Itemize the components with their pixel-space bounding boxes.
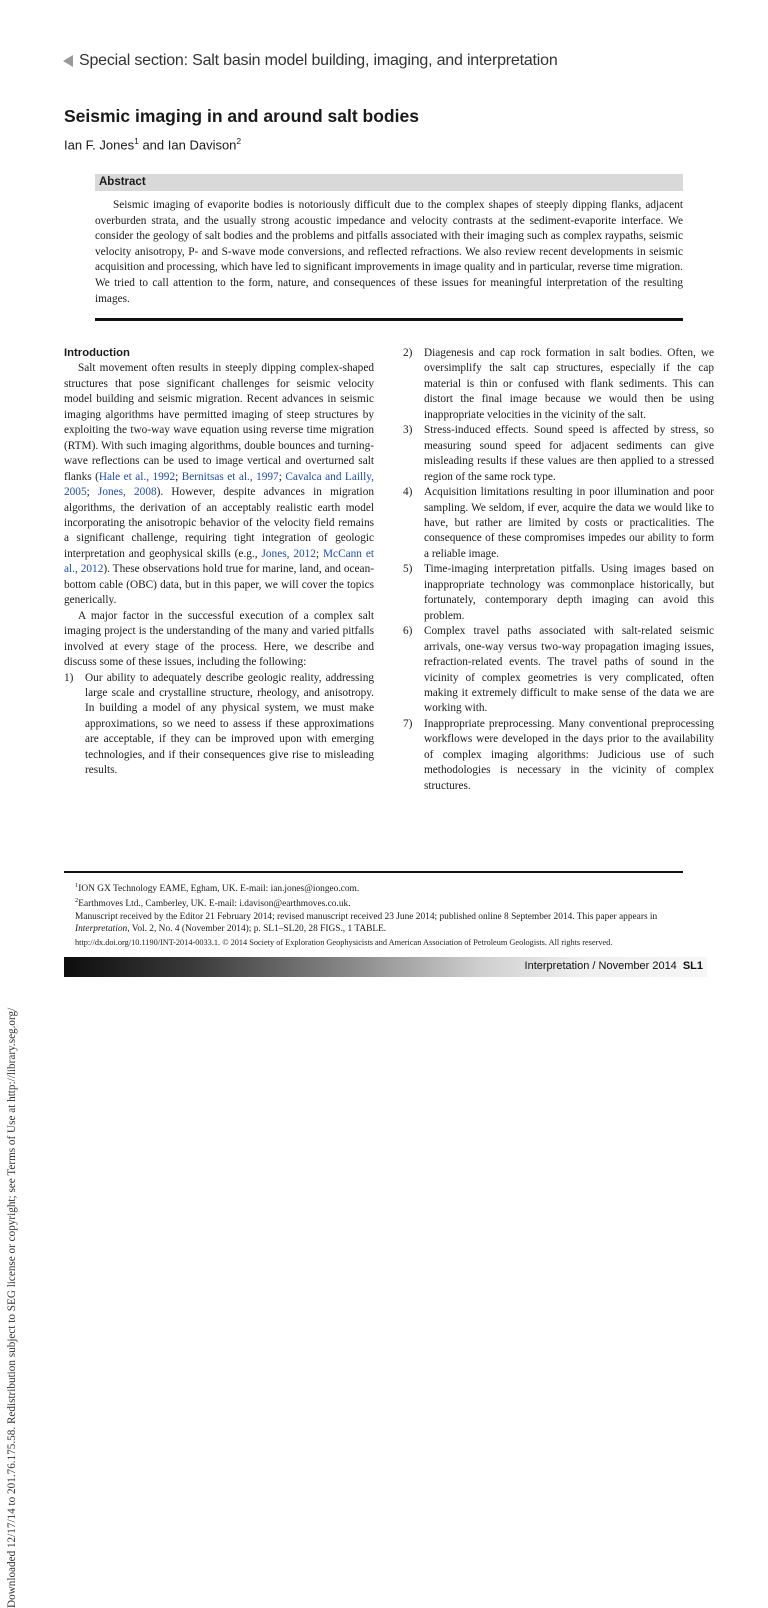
- list-item: 4) Acquisition limitations resulting in poor illumination and poor sampling. We seldom, if ever, acquire the data we would like to have, but rather are limited by costs or practicalities. The consequence of these compromises impedes our ability to form a reliable image.: [403, 486, 714, 560]
- footnote-2: $^2$Earthmoves Ltd., Camberley, UK. E-mail: i.davison@earthmoves.co.uk.: [75, 897, 351, 910]
- ref-link[interactable]: Jones, 2008: [97, 486, 157, 499]
- footer-text: [525, 960, 703, 972]
- author-1: Ian F. Jones: [64, 137, 135, 153]
- author-1-affil: 1: [134, 136, 139, 146]
- ref-link[interactable]: McCann et al., 2012: [64, 547, 374, 576]
- list-item: 5) Time-imaging interpretation pitfalls. Using images based on inappropriate technology was commonplace historically, but fortunately, contemporary depth imaging can avoid this problem.: [403, 563, 714, 622]
- author-2-affil: 2: [236, 136, 242, 146]
- manuscript-info: Manuscript received by the Editor 21 February 2014; revised manuscript received 23 June 2014; published online 8 September 2014. This paper appears in Interpretation, Vol. 2, No. 4 (November 2014); p. SL1–SL20, 28 FIGS., 1 TABLE.: [75, 911, 658, 934]
- abstract-heading: Abstract: [95, 174, 683, 191]
- introduction-heading: Introduction: [64, 347, 130, 359]
- section-header[interactable]: [63, 52, 558, 70]
- authors: [64, 136, 241, 152]
- page-footer: [64, 957, 707, 977]
- ref-link[interactable]: Cavalca and Lailly, 2005: [64, 470, 374, 499]
- pitfall-list-right: [403, 346, 714, 794]
- list-item: 1) Our ability to adequately describe geologic reality, addressing large scale and crystalline structure, rheology, and anisotropy. In building a model of any physical system, we must make approximations, so we need to assess if these approximations are acceptable, if they can be improved upon with emerging technologies, and if their consequences give rise to misleading results.: [64, 671, 374, 777]
- left-column: [64, 346, 374, 779]
- footnote-rule: [64, 871, 683, 873]
- download-notice: [6, 160, 24, 1608]
- footnotes: [75, 880, 695, 949]
- abstract-text: Seismic imaging of evaporite bodies is notoriously difficult due to the complex shapes of steeply dipping flanks, adjacent overburden strata, and the usually strong acoustic impedance and velocity contrasts at the sediment-evaporite interface. We consider the geology of salt bodies and the problems and pitfalls associated with their imaging such as complex raypaths, seismic velocity anisotropy, P- and S-wave mode conversions, and reflected refractions. We also review recent developments in seismic acquisition and processing, which have led to significant improvements in image quality and in particular, reverse time migration. We tried to call attention to the form, nature, and consequences of these issues for meaningful interpretation of the resulting images.: [95, 199, 683, 305]
- list-item: 7) Inappropriate preprocessing. Many conventional preprocessing workflows were developed in the days prior to the availability of complex imaging algorithms: Judicious use of such methodologies is necessary in the vicinity of complex structures.: [403, 717, 714, 792]
- ref-link[interactable]: Bernitsas et al., 1997: [181, 470, 279, 483]
- page-number: SL1: [682, 960, 703, 972]
- ref-link[interactable]: Hale et al., 1992: [98, 470, 176, 483]
- right-column: [403, 346, 714, 794]
- section-header-text: Special section: Salt basin model building, imaging, and interpretation: [79, 52, 558, 69]
- intro-paragraph-2: A major factor in the successful execution of a complex salt imaging project is the understanding of the many and varied pitfalls involved at every stage of the process. Here, we describe and discuss some of these issues, including the following:: [64, 609, 374, 669]
- doi-line[interactable]: http://dx.doi.org/10.1190/INT-2014-0033.1. © 2014 Society of Exploration Geophysicists and American Association of Petroleum Geologists. All rights reserved.: [75, 938, 613, 948]
- footer-journal: Interpretation / November 2014: [524, 960, 677, 972]
- ref-link[interactable]: Jones, 2012: [261, 547, 316, 560]
- list-item: 6) Complex travel paths associated with salt-related seismic arrivals, one-way versus two-way propagation imaging issues, refraction-related events. The travel paths of sound in the vicinity of complex geometries is very complicated, often making it extremely difficult to make sense of the data we are working with.: [403, 625, 714, 715]
- authors-and: and: [138, 137, 168, 153]
- abstract: [95, 174, 683, 321]
- intro-paragraph-1: Salt movement often results in steeply dipping complex-shaped structures that pose significant challenges for seismic velocity model building and seismic migration. Recent advances in seismic imaging algorithms have permitted imaging of steep structures by exploiting the two-way wave equation using reverse time migration (RTM). With such imaging algorithms, double bounces and turning-wave reflections can be used to image vertical and overturned salt flanks (Hale et al., 1992; Bernitsas et al., 1997; Cavalca and Lailly, 2005; Jones, 2008). However, despite advances in migration algorithms, the derivation of an acceptably realistic earth model incorporating the anisotropic behavior of the velocity field remains a significant challenge, requiring tight integration of geologic interpretation and geophysical skills (e.g., Jones, 2012; McCann et al., 2012). These observations hold true for marine, land, and ocean-bottom cable (OBC) data, but in this paper, we will cover the topics generically.: [64, 362, 374, 607]
- author-2: Ian Davison: [167, 137, 237, 153]
- abstract-rule: [95, 318, 683, 321]
- triangle-left-icon: [63, 55, 73, 67]
- pitfall-list-left: [64, 671, 374, 779]
- article-title: Seismic imaging in and around salt bodies: [64, 106, 419, 126]
- list-item: 2) Diagenesis and cap rock formation in salt bodies. Often, we oversimplify the salt cap structures, especially if the cap material is thin or confused with flank sediments. This can distort the final image because we would then be using inappropriate velocities in the vicinity of the salt.: [403, 347, 714, 421]
- footnote-1: $^1$ION GX Technology EAME, Egham, UK. E-mail: ian.jones@iongeo.com.: [75, 882, 360, 895]
- list-item: 3) Stress-induced effects. Sound speed is affected by stress, so measuring sound speed for adjacent sediments can give misleading results if these values are then applied to a stressed region of the same rock type.: [403, 424, 714, 483]
- download-notice-text: Downloaded 12/17/14 to 201.76.175.58. Redistribution subject to SEG license or copyright; see Terms of Use at http://library.seg.org/: [6, 1007, 18, 1608]
